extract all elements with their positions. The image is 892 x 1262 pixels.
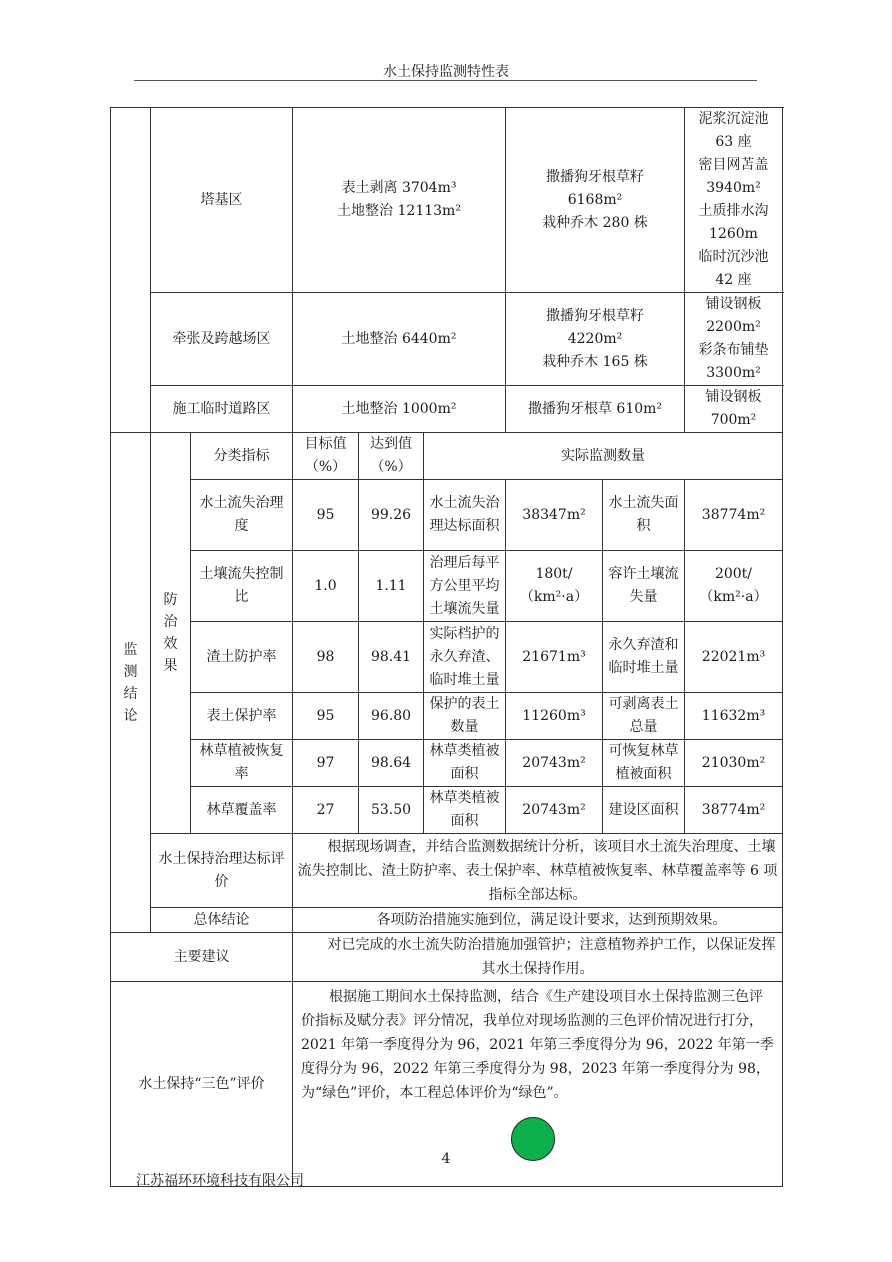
measured-label: 实际档护的永久弃渣、临时堆土量 — [424, 622, 506, 693]
indicator-row — [111, 693, 783, 740]
measure-row — [111, 386, 783, 433]
measured-value: 21671m³ — [506, 622, 603, 693]
indicator-achieved: 53.50 — [359, 787, 424, 834]
indicator-name: 林草覆盖率 — [191, 787, 293, 834]
header-achieved: 达到值（%） — [359, 433, 424, 480]
indicator-achieved: 98.41 — [359, 622, 424, 693]
indicator-target: 97 — [293, 740, 359, 787]
basis-label: 可恢复林草植被面积 — [603, 740, 685, 787]
vertical-char: 效 — [163, 636, 178, 652]
measured-value: 38347m² — [506, 480, 603, 551]
vegetation-cell: 撒播狗牙根草籽 4220m² 栽种乔木 165 株 — [506, 293, 685, 386]
characteristics-table — [110, 107, 783, 1187]
indicator-name: 表土保护率 — [191, 693, 293, 740]
indicator-target: 1.0 — [293, 551, 359, 622]
header-category: 分类指标 — [191, 433, 293, 480]
suggestion-row — [111, 933, 783, 982]
indicator-row — [111, 622, 783, 693]
indicator-achieved: 96.80 — [359, 693, 424, 740]
temporary-cell: 铺设钢板 2200m² 彩条布铺垫 3300m² — [685, 293, 783, 386]
header-divider — [134, 80, 757, 81]
measured-value: 180t/（km²·a） — [506, 551, 603, 622]
zone-cell: 塔基区 — [151, 108, 293, 293]
vertical-char: 监 — [123, 641, 138, 658]
indicator-header-row — [111, 433, 783, 480]
indicator-name: 林草植被恢复率 — [191, 740, 293, 787]
effect-label-cell — [151, 433, 191, 834]
measured-label: 林草类植被面积 — [424, 740, 506, 787]
overall-row — [111, 908, 783, 933]
temporary-cell: 泥浆沉淀池 63 座 密目网苫盖 3940m² 土质排水沟 1260m 临时沉沙池 42 座 — [685, 108, 783, 293]
evaluation-label: 水土保持治理达标评价 — [151, 834, 293, 908]
zone-cell: 施工临时道路区 — [151, 386, 293, 433]
indicator-target: 95 — [293, 693, 359, 740]
page-number: 4 — [441, 1151, 451, 1167]
measure-row — [111, 108, 783, 293]
vertical-char: 防 — [163, 592, 178, 608]
indicator-achieved: 98.64 — [359, 740, 424, 787]
basis-value: 22021m³ — [685, 622, 783, 693]
basis-label: 水土流失面积 — [603, 480, 685, 551]
overall-label: 总体结论 — [151, 908, 293, 933]
vertical-char: 治 — [163, 614, 178, 630]
measured-label: 治理后每平方公里平均土壤流失量 — [424, 551, 506, 622]
basis-value: 200t/（km²·a） — [685, 551, 783, 622]
indicator-name: 水土流失治理度 — [191, 480, 293, 551]
indicator-achieved: 1.11 — [359, 551, 424, 622]
vegetation-cell: 撒播狗牙根草 610m² — [506, 386, 685, 433]
indicator-name: 渣土防护率 — [191, 622, 293, 693]
engineering-cell: 土地整治 6440m² — [293, 293, 506, 386]
indicator-target: 95 — [293, 480, 359, 551]
suggestion-label: 主要建议 — [111, 933, 293, 982]
footer-company: 江苏福环环境科技有限公司 — [136, 1173, 304, 1189]
measured-value: 11260m³ — [506, 693, 603, 740]
conclusion-label-cell — [111, 433, 151, 933]
basis-value: 38774m² — [685, 480, 783, 551]
indicator-target: 27 — [293, 787, 359, 834]
measured-value: 20743m² — [506, 787, 603, 834]
measured-label: 水土流失治理达标面积 — [424, 480, 506, 551]
indicator-achieved: 99.26 — [359, 480, 424, 551]
measured-value: 20743m² — [506, 740, 603, 787]
indicator-name: 土壤流失控制比 — [191, 551, 293, 622]
suggestion-text: 对已完成的水土流失防治措施加强管护；注意植物养护工作，以保证发挥其水土保持作用。 — [293, 933, 783, 982]
basis-value: 21030m² — [685, 740, 783, 787]
basis-label: 可剥离表土总量 — [603, 693, 685, 740]
vertical-char: 论 — [123, 707, 138, 724]
zone-cell: 牵张及跨越场区 — [151, 293, 293, 386]
engineering-cell: 表土剥离 3704m³ 土地整治 12113m² — [293, 108, 506, 293]
evaluation-text: 根据现场调查，并结合监测数据统计分析，该项目水土流失治理度、土壤流失控制比、渣土防护率、表土保护率、林草植被恢复率、林草覆盖率等 6 项指标全部达标。 — [293, 834, 783, 908]
indicator-row — [111, 787, 783, 834]
indicator-row — [111, 551, 783, 622]
indicator-row — [111, 480, 783, 551]
engineering-cell: 土地整治 1000m² — [293, 386, 506, 433]
basis-label: 建设区面积 — [603, 787, 685, 834]
measure-row — [111, 293, 783, 386]
three-color-label: 水土保持“三色”评价 — [111, 982, 293, 1187]
vertical-char: 测 — [123, 663, 138, 680]
overall-text: 各项防治措施实施到位，满足设计要求，达到预期效果。 — [293, 908, 783, 933]
temporary-cell: 铺设钢板 700m² — [685, 386, 783, 433]
header-target: 目标值（%） — [293, 433, 359, 480]
page-header-title: 水土保持监测特性表 — [383, 64, 509, 80]
basis-value: 38774m² — [685, 787, 783, 834]
evaluation-row — [111, 834, 783, 908]
basis-label: 容许土壤流失量 — [603, 551, 685, 622]
measured-label: 保护的表土数量 — [424, 693, 506, 740]
header-actual: 实际监测数量 — [424, 433, 783, 480]
measured-label: 林草类植被面积 — [424, 787, 506, 834]
three-color-text: 根据施工期间水土保持监测，结合《生产建设项目水土保持监测三色评价指标及赋分表》评分情况，我单位对现场监测的三色评价情况进行打分，2021 年第一季度得分为 96，2021 年第三季度得分为 96，2022 年第一季度得分为 96，2022 年第三季度得分为 98，2023 年第一季度得分为 98，为“绿色”评价，本工程总体评价为“绿色”。 — [301, 989, 774, 1101]
vegetation-cell: 撒播狗牙根草籽 6168m² 栽种乔木 280 株 — [506, 108, 685, 293]
measures-side-cell — [111, 108, 151, 433]
basis-value: 11632m³ — [685, 693, 783, 740]
vertical-char: 结 — [123, 685, 138, 702]
indicator-target: 98 — [293, 622, 359, 693]
indicator-row — [111, 740, 783, 787]
vertical-char: 果 — [163, 658, 178, 674]
basis-label: 永久弃渣和临时堆土量 — [603, 622, 685, 693]
